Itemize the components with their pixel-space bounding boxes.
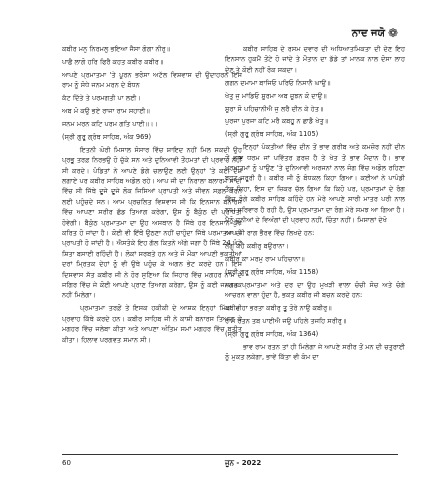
- paragraph: ਇਤਨੀ ਘੋਰੀ ਮਿਸਾਲ ਸੰਸਾਰ ਵਿੱਚ ਸ਼ਾਇਦ ਨਹੀਂ ਮਿਲ ਸਕਦੀ ਉਹ ਪ੍ਰਭੂ ਤਰਫ਼ ਨਿਰਭਉ ਹੋ ਚੁੱਕੇ ਸਨ ਅਤੇ ਦੁਨਿਆਵੀ ਤੌਹਮਤਾਂ ਦੀ ਪ੍ਰਵਾਹ ਨਹੀਂ ਸੀ ਕਰਦੇ। ਪੰਡਿਤਾਂ ਨੇ ਆਪਣੇ ਡੰਗੇ ਚਲਾਉਣ ਲਈ ਉਨ੍ਹਾਂ 'ਤੇ ਕਈ ਦੋਸ਼ ਲਗਾਏ ਪਰ ਕਬੀਰ ਸਾਹਿਬ ਅਡੋਲ ਰਹੇ। ਆਪ ਜੀ ਦਾ ਨਿਰਾਲਾ ਬਲਾਰਮ ਸਾਦੀ ਵਿੱਚ ਸੀ ਜਿੱਥੇ ਦੂਜੇ ਦੂਜੇ ਲੋਕ ਜਿਸਿਆਂ ਪ੍ਰਾਪਤੀ ਅਤੇ ਜੀਵਨ ਸਫ਼ਲ ਕਰਨ ਲਈ ਪਹੁੰਚਦੇ ਸਨ। ਆਮ ਪ੍ਰਚਲਿਤ ਵਿਸ਼ਵਾਸ ਸੀ ਕਿ ਇਨਸਾਨ ਬਨਾਰਸ ਵਿੱਚ ਆਪਣਾ ਸਰੀਰ ਛੱਡ ਤਿਆਗ ਕਰੇਗਾ, ਉਸ ਨੂੰ ਬੈਕੁੰਠ ਦੀ ਪ੍ਰਾਪਤੀ ਹੋਵੇਗੀ। ਬੈਕੁੰਠ ਪ੍ਰਮਾਤਮਾ ਦਾ ਉਹ ਅਸਥਾਨ ਹੈ ਜਿੱਥੇ ਹਰ ਇਨਸਾਨ ਕੁੱਝ ਕਰਿਤ ਹੋ ਜਾਂਦਾ ਹੈ। ਕੋਈ ਵੀ ਇੱਥੋਂ ਉਠਣਾ ਨਹੀਂ ਚਾਹੁੰਦਾ ਜਿੱਥੇ ਪਰਮਾਤਮਾ ਦੀ ਪ੍ਰਾਪਤੀ ਹੋ ਜਾਂਦੀ ਹੈ। ਐਸਤੰਕੇ ਇਹ ਗੱਲ ਕਿਤਨੇ ਅੱਗੇ ਜਗਾ ਹੈ ਜਿੱਥੇ 24 ਘੰਟੇ ਸ਼ਿਤਾ ਬਸਾਈ ਰਹਿੰਦੀ ਹੈ। ਲੋਕਾਂ ਸਰਬਤੇ ਹਨ ਅਤੇ ਜੋ ਮੌਕਾ ਆਪਣੀ ਭਕਤੀਆਂ ਦਰਾਂ ਮ੍ਰਿਤਕ ਦੇਹਾਂ ਨੂੰ ਵੀ ਉਥੇ ਪਹੁੰਚ ਕੇ ਅਗਨ ਭੇਟ ਕਰਦੇ ਹਨ। ਇਸ ਦਿਸਵਾਸ ਸੱਤ ਕਬੀਰ ਜੀ ਨੇ ਹੋਰ ਸੁਣਿਆ ਕਿ ਜਿਹਾਰ ਵਿੱਚ ਮਗਹਰ ਨਾਮ ਦੇ ਜਗਿਰ ਵਿੱਚ ਜੇ ਕੋਈ ਆਪਣੇ ਪ੍ਰਾਣ ਤਿਆਗ ਕਰੇਗਾ, ਉਸ ਨੂੰ ਕਈ ਜਨਗਰਕ ਨਹੀਂ ਮਿਲੇਗਾ।: [62, 145, 242, 300]
- paragraph: (ਸ੍ਰੀ ਗੁਰੂ ਗ੍ਰੰਥ ਸਾਹਿਬ, ਅੰਕ 1158): [225, 267, 319, 276]
- paragraph: ਆਪ ਜੀ ਰਾਗ ਭੈਰਵ ਵਿੱਚ ਲਿਖਦੇ ਹਨ:: [225, 229, 315, 237]
- paragraph: ਗਗਨ ਦਮਾਮਾ ਬਾਜਿਓ ਪਰਿਓ ਨਿਸਾਨੈ ਘਾਉ॥: [225, 78, 331, 87]
- paragraph: ਜਗਤ ਪ੍ਰਮਾਤਮਾ ਅਤੇ ਦਰ ਦਾ ਉਹ ਮੁਖੜੀ ਵਾਲਾ ਚੰਚੀ ਸੋਚ ਅਤੇ ਚੰਗੇ ਆਚਰਨ ਵਾਲਾ ਹੁੰਦਾ ਹੈ, ਭਕਤ ਕਬੀਰ ਜੀ ਬਚਨ ਕਰਦੇ ਹਨ:: [225, 280, 405, 300]
- magazine-header: [352, 26, 398, 40]
- paragraph: ਪੁਰਜਾ ਪੁਰਜਾ ਕਟਿ ਮਰੈ ਕਬਹੂ ਨ ਛਾਡੈ ਖੇਤੁ॥: [225, 117, 329, 126]
- paragraph: ਪਾਛੈ ਲਾਗੋ ਹਰਿ ਫਿਰੈ ਕਹਤ ਕਬੀਰ ਕਬੀਰ॥: [62, 57, 164, 66]
- flower-ornament-icon: ❁: [387, 26, 398, 40]
- page-number: 60: [62, 459, 71, 467]
- paragraph: ਕੱਟ ਦਿੱਤੇ ਤੇ ਪਰਮਗਤੀ ਪਾ ਲਈ।: [62, 94, 141, 103]
- right-column: [225, 44, 405, 365]
- paragraph: ਖੇਤੁ ਜੁ ਮਾਂਡਿਓ ਸੂਰਮਾ ਅਬ ਜੂਝਨ ਕੋ ਦਾਉ॥: [225, 91, 327, 100]
- paragraph: (ਸ੍ਰੀ ਗੁਰੂ ਗ੍ਰੰਥ ਸਾਹਿਬ, ਅੰਕ 969): [62, 132, 152, 141]
- paragraph: ਲੋਗੁ ਕਹੈ ਕਬੀਰੁ ਬਉਰਾਨਾ।: [225, 241, 289, 250]
- paragraph: ਕਬੀਰ ਮਨੁ ਨਿਰਮਲੁ ਭਇਆ ਜੈਸਾ ਗੰਗਾ ਨੀਰੁ॥: [62, 45, 171, 53]
- paragraph: ਕਬੀਰ ਸਾਹਿਬ ਦੇ ਰਸਮ ਦਵਾਰ ਦੀ ਅਧਿਆਤਮਿਕਤਾ ਦੀ ਦੇਣ ਇਹ ਇਨਸਾਨ ਹੁਕਮੈਂ ਤੋਂਟੇ ਹੋ ਜਾਂਦੇ ਤੇ ਮੌਤਾਨ ਦਾ ਡੱਡੇ ਤਾਂ ਮਾਨਕ ਨਾਲ ਦੋਸਾ ਲਾਹ ਦੇਣ ਤੇ ਕੋਈ ਨਹੀਂ ਰੋਕ ਸਕਦਾ।: [225, 45, 405, 74]
- magazine-name: ਨਾਦ ਜਯੋ: [351, 27, 385, 39]
- paragraph: ਜਨਮ ਮਰਨ ਕਟਿ ਪਰਮ ਗਤਿ ਪਾਈ॥।।: [62, 119, 158, 128]
- paragraph: ਕਬੀਰ ਹਾ ਭਰਤਾ ਕਬੀਰੁ ਤੂ ਤੋਰੇ ਨਾਉ ਕਬੀਰੁ॥: [225, 303, 332, 312]
- paragraph: ਕਬੀਰ ਕਾ ਮਰਮੁ ਰਾਮ ਪਹਿਚਾਨਾ॥: [225, 254, 305, 263]
- paragraph: ਇਨ੍ਹਾਂ ਪੰਕਤੀਆਂ ਵਿੱਚ ਦੀਨ ਤੋਂ ਭਾਵ ਗਰੀਬ ਅਤੇ ਕਮਜ਼ੋਰ ਨਹੀਂ ਦੀਨ ਤੋਂ ਭਾਵ ਧਰਮ ਜਾਂ ਪਵਿੱਤਰ ਫ਼ਰਜ਼ ਹੈ ਤੇ ਖੇਤ ਤੋਂ ਭਾਵ ਮੈਦਾਨ ਹੈ। ਭਾਵ ਪ੍ਰਮਾਤਮਾਂ ਨੂੰ ਪਾਉਣ 'ਤੇ ਦੁਨਿਆਵੀ ਅਰਜਨਾਂ ਨਾਲ ਜੰਗ ਵਿੱਚ ਅਡੋਲ ਰਹਿਣਾ ਬਹੁਤ ਜਰੂਰੀ ਹੈ। ਕਬੀਰ ਜੀ ਨੂੰ ਬੰਧਕਲ ਕਿਹਾ ਗਿਆ। ਕਈਆਂ ਨੇ ਪਾਪੰਡੀ ਤੱਕ ਕਿਹਾ, ਇਸ ਦਾ ਜ਼ਿਕਰ ਚੱਲ ਗਿਆ ਕਿ ਕਿਹੋ ਪਰ, ਪ੍ਰਮਾਤਮਾਂ ਦੇ ਰੰਗ ਵਿੱਚ ਰੰਗੇ ਕਬੀਰ ਸਾਹਿਬ ਕਹਿੰਦੇ ਹਨ ਮੇਰੇ ਆਪਣੇ ਸਾਰੀ ਮਾਤਰ ਪਰੀ ਨਾਲ ਨਾਮ ਪਰਿਵਾਰ ਹੈ ਰਹੀ ਹੈ, ਉਸ ਪ੍ਰਮਾਤਮਾ ਦਾ ਰੰਗ ਮੇਰੇ ਸਮਝ ਆ ਗਿਆ ਹੈ। ਮੈਨੂੰ ਦੁਨੀਆਂ ਦੇ ਵਿਅੰਗਾਂ ਦੀ ਪ੍ਰਵਾਹ ਨਹੀਂ, ਚਿੰਤਾ ਨਹੀਂ। ਮਿਸਾਲਾਂ ਦੇਖੋ: [225, 143, 405, 225]
- left-column: [62, 44, 242, 347]
- paragraph: (ਸ੍ਰੀ ਗੁਰੂ ਗ੍ਰੰਥ ਸਾਹਿਬ, ਅੰਕ 1364): [225, 329, 319, 338]
- issue-label: ਜੂਨ - 2022: [225, 459, 262, 467]
- paragraph: ਸੂਰਾ ਸੋ ਪਹਿਚਾਨੀਐ ਜੁ ਲਰੈ ਦੀਨ ਕੇ ਹੇਤ॥: [225, 104, 324, 113]
- paragraph: ਆਪਣੇ ਪ੍ਰਮਾਤਮਾ 'ਤੇ ਪੂਰਨ ਭਰੋਸਾ ਅਟੱਲ ਵਿਸ਼ਵਾਸ ਦੀ ਉਦਾਹਰਨ ਇਸ ਰਾਮ ਨੂੰ ਸੋਧੇ ਜਨਮ ਮਰਨ ਦੇ ਬੰਧਨ: [62, 70, 242, 90]
- paragraph: ਪ੍ਰਮਾਤਮਾ ਤਰਫ਼ੋਂ ਤੇ ਇਸਕ ਹਕੀਕੀ ਦੇ ਆਸ਼ਕ ਇਨ੍ਹਾਂ ਮਿੱਥਾਂ ਦੀ ਪ੍ਰਵਾਹ ਕਿੱਥੇ ਕਰਦੇ ਹਨ। ਕਬੀਰ ਸਾਹਿਬ ਜੀ ਨੇ ਕਾਸ਼ੀ ਬਨਾਰਸ ਤਿਆਗ ਕੇ ਮਗਹਰ ਵਿੱਚ ਜਲੇਬਾ ਕੀਤਾ ਅਤੇ ਆਪਣਾ ਅੰਤਿਮ ਸਮਾਂ ਮਗਹਰ ਵਿੱਚ ਬਤੀਤ ਕੀਤਾ। ਹਿਲਾਵ ਪਰਗਵਤ ਸਮਾਨ ਸੀ।: [62, 304, 242, 344]
- paragraph: ਅਬ ਮੋ ਕਉ ਭਏ ਰਾਜਾ ਰਾਮ ਸਹਾਈ॥: [62, 107, 150, 116]
- paragraph: (ਸ੍ਰੀ ਗੁਰੂ ਗ੍ਰੰਥ ਸਾਹਿਬ, ਅੰਕ 1105): [225, 130, 319, 139]
- footer-divider: [62, 454, 398, 455]
- paragraph: ਭਾਵ ਰਾਮ ਰਤਨ ਤਾਂ ਹੀ ਮਿਲੇਗਾ ਜੇ ਆਪਣੇ ਸਰੀਰ ਤੋਂ ਮਨ ਦੀ ਚਤੁਰਾਈ ਨੂੰ ਮੁਕਤ ਲਕੇਗਾ, ਭਾਵੇਂ ਕਿੱਤਾ ਵੀ ਕੰਮ ਦਾ: [225, 342, 405, 362]
- paragraph: ਰਾਮ ਰਤਨ ਤਬ ਪਾਈਐ ਜਉ ਪਹਿਲੇ ਤਜਹਿ ਸਰੀਰੁ॥: [225, 316, 347, 325]
